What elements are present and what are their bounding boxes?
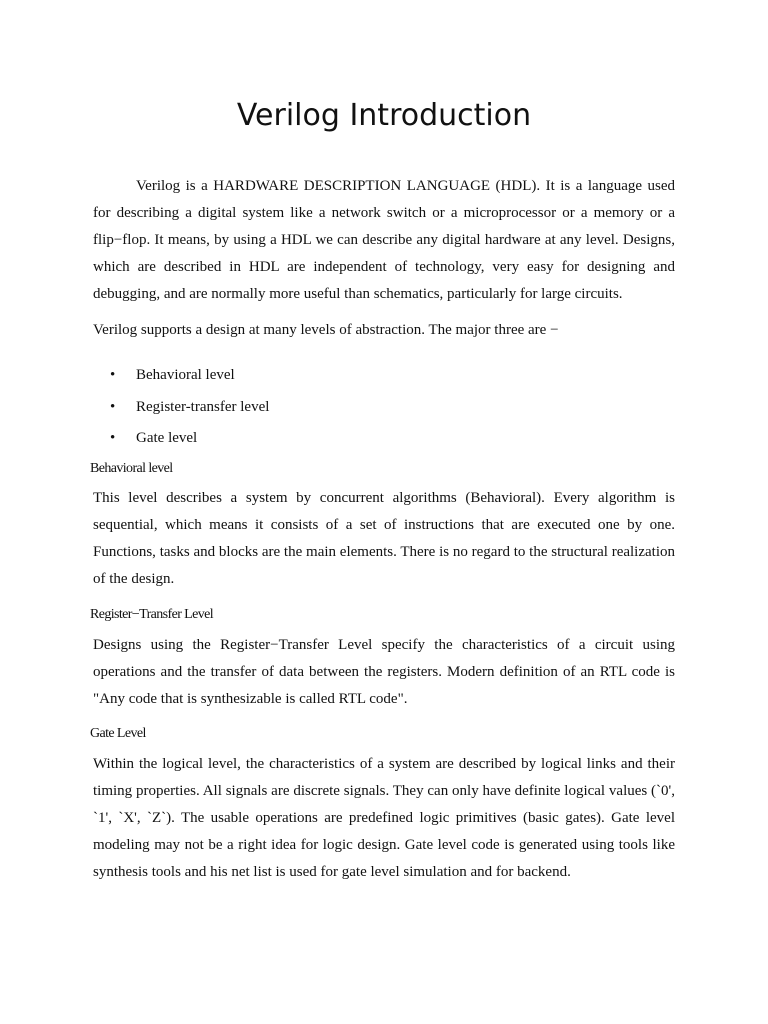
gate-paragraph: Within the logical level, the characteristics of a system are described by logical links and their timing properties. All signals are discrete signals. They can only have definite logical values (`0', `1', `X', `Z`). The usable operations are predefined logic primitives (basic gates). Gate level modeling may not be a right idea for logic design. Gate level code is generated using tools like synthesis tools and his net list is used for gate level simulation and for backend.: [93, 756, 675, 880]
bullet-icon: •: [110, 367, 116, 383]
list-item: [110, 426, 269, 458]
behavioral-paragraph: This level describes a system by concurrent algorithms (Behavioral). Every algorithm is sequential, which means it consists of a set of instructions that are executed one by one. Functions, tasks and blocks are the main elements. There is no regard to the structural realization of the design.: [93, 490, 675, 587]
section-heading-rtl: Register−Transfer Level: [90, 607, 214, 622]
list-item-label: Gate level: [136, 430, 198, 446]
list-item: [110, 363, 269, 395]
abstraction-levels-list: [110, 363, 269, 458]
list-item-label: Register-transfer level: [136, 398, 270, 415]
levels-lead-paragraph: Verilog supports a design at many levels of abstraction. The major three are −: [93, 322, 559, 338]
bullet-icon: •: [110, 430, 116, 446]
section-heading-gate: Gate Level: [90, 726, 146, 741]
list-item: [110, 395, 269, 427]
list-item-label: Behavioral level: [136, 367, 235, 383]
page-title: Verilog Introduction: [236, 98, 532, 133]
rtl-paragraph: Designs using the Register−Transfer Level specify the characteristics of a circuit using operations and the transfer of data between the registers. Modern definition of an RTL code is "Any code that is synthesizable is called RTL code".: [93, 637, 675, 707]
bullet-icon: •: [110, 398, 116, 415]
intro-paragraph: Verilog is a HARDWARE DESCRIPTION LANGUAGE (HDL). It is a language used for describing a digital system like a network switch or a microprocessor or a memory or a flip−flop. It means, by using a HDL we can describe any digital hardware at any level. Designs, which are described in HDL are independent of technology, very easy for designing and debugging, and are normally more useful than schematics, particularly for large circuits.: [93, 178, 675, 302]
section-heading-behavioral: Behavioral level: [90, 461, 173, 476]
